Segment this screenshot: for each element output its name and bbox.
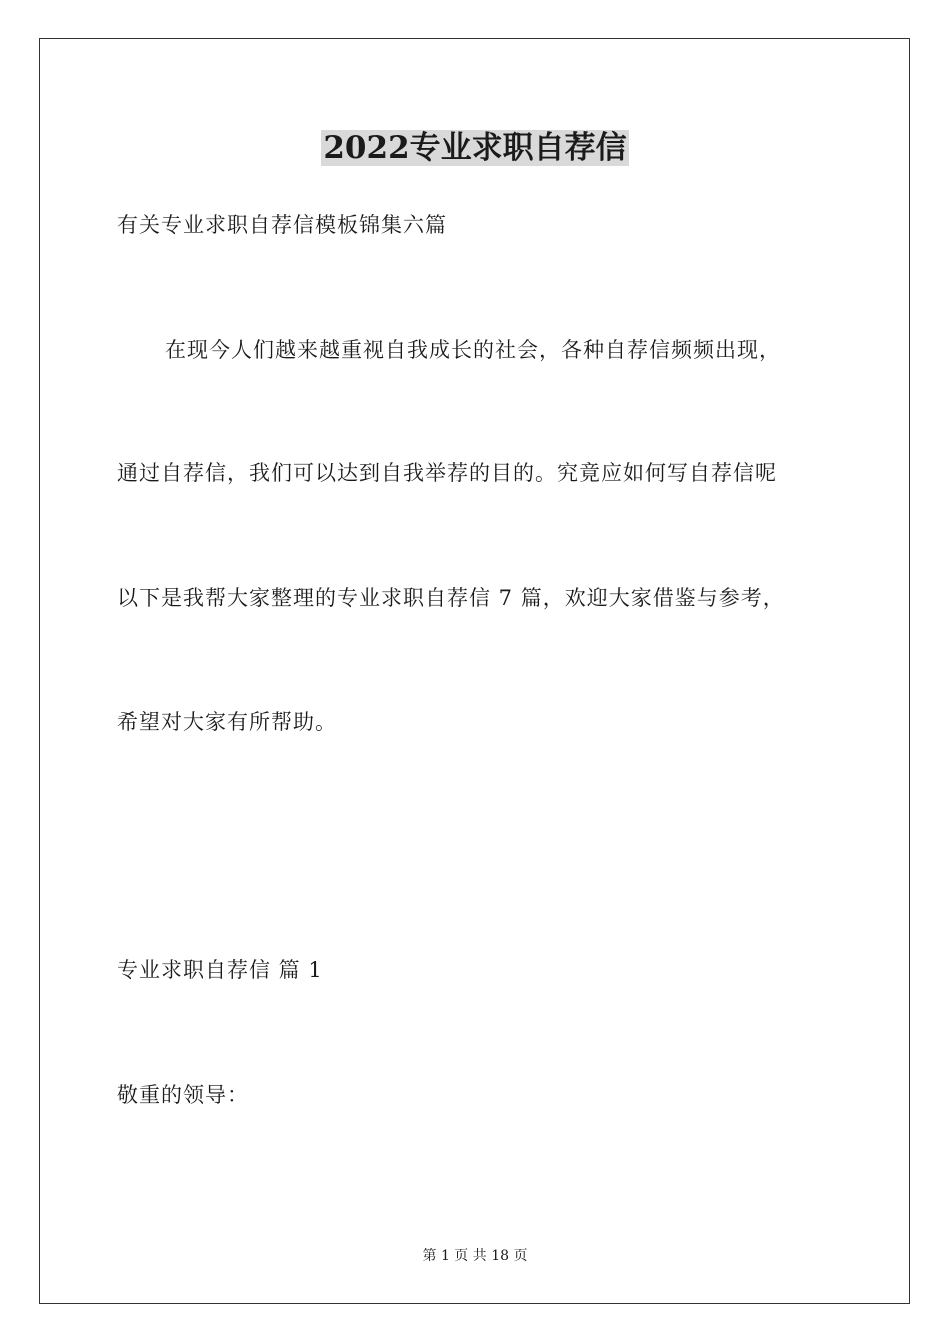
section-heading: 专业求职自荐信 篇 1	[117, 958, 323, 982]
document-title	[0, 126, 950, 170]
paragraph-line-4: 希望对大家有所帮助。	[117, 710, 337, 734]
paragraph-line-2: 通过自荐信，我们可以达到自我举荐的目的。究竟应如何写自荐信呢	[117, 461, 777, 485]
document-title-text: 2022专业求职自荐信	[323, 130, 627, 166]
document-subtitle: 有关专业求职自荐信模板锦集六篇	[117, 213, 447, 237]
salutation: 敬重的领导：	[117, 1083, 249, 1107]
paragraph-line-3: 以下是我帮大家整理的专业求职自荐信 7 篇，欢迎大家借鉴与参考，	[117, 586, 785, 610]
paragraph-line-1: 在现今人们越来越重视自我成长的社会，各种自荐信频频出现，	[165, 338, 781, 362]
page-footer: 第 1 页 共 18 页	[422, 1248, 528, 1264]
